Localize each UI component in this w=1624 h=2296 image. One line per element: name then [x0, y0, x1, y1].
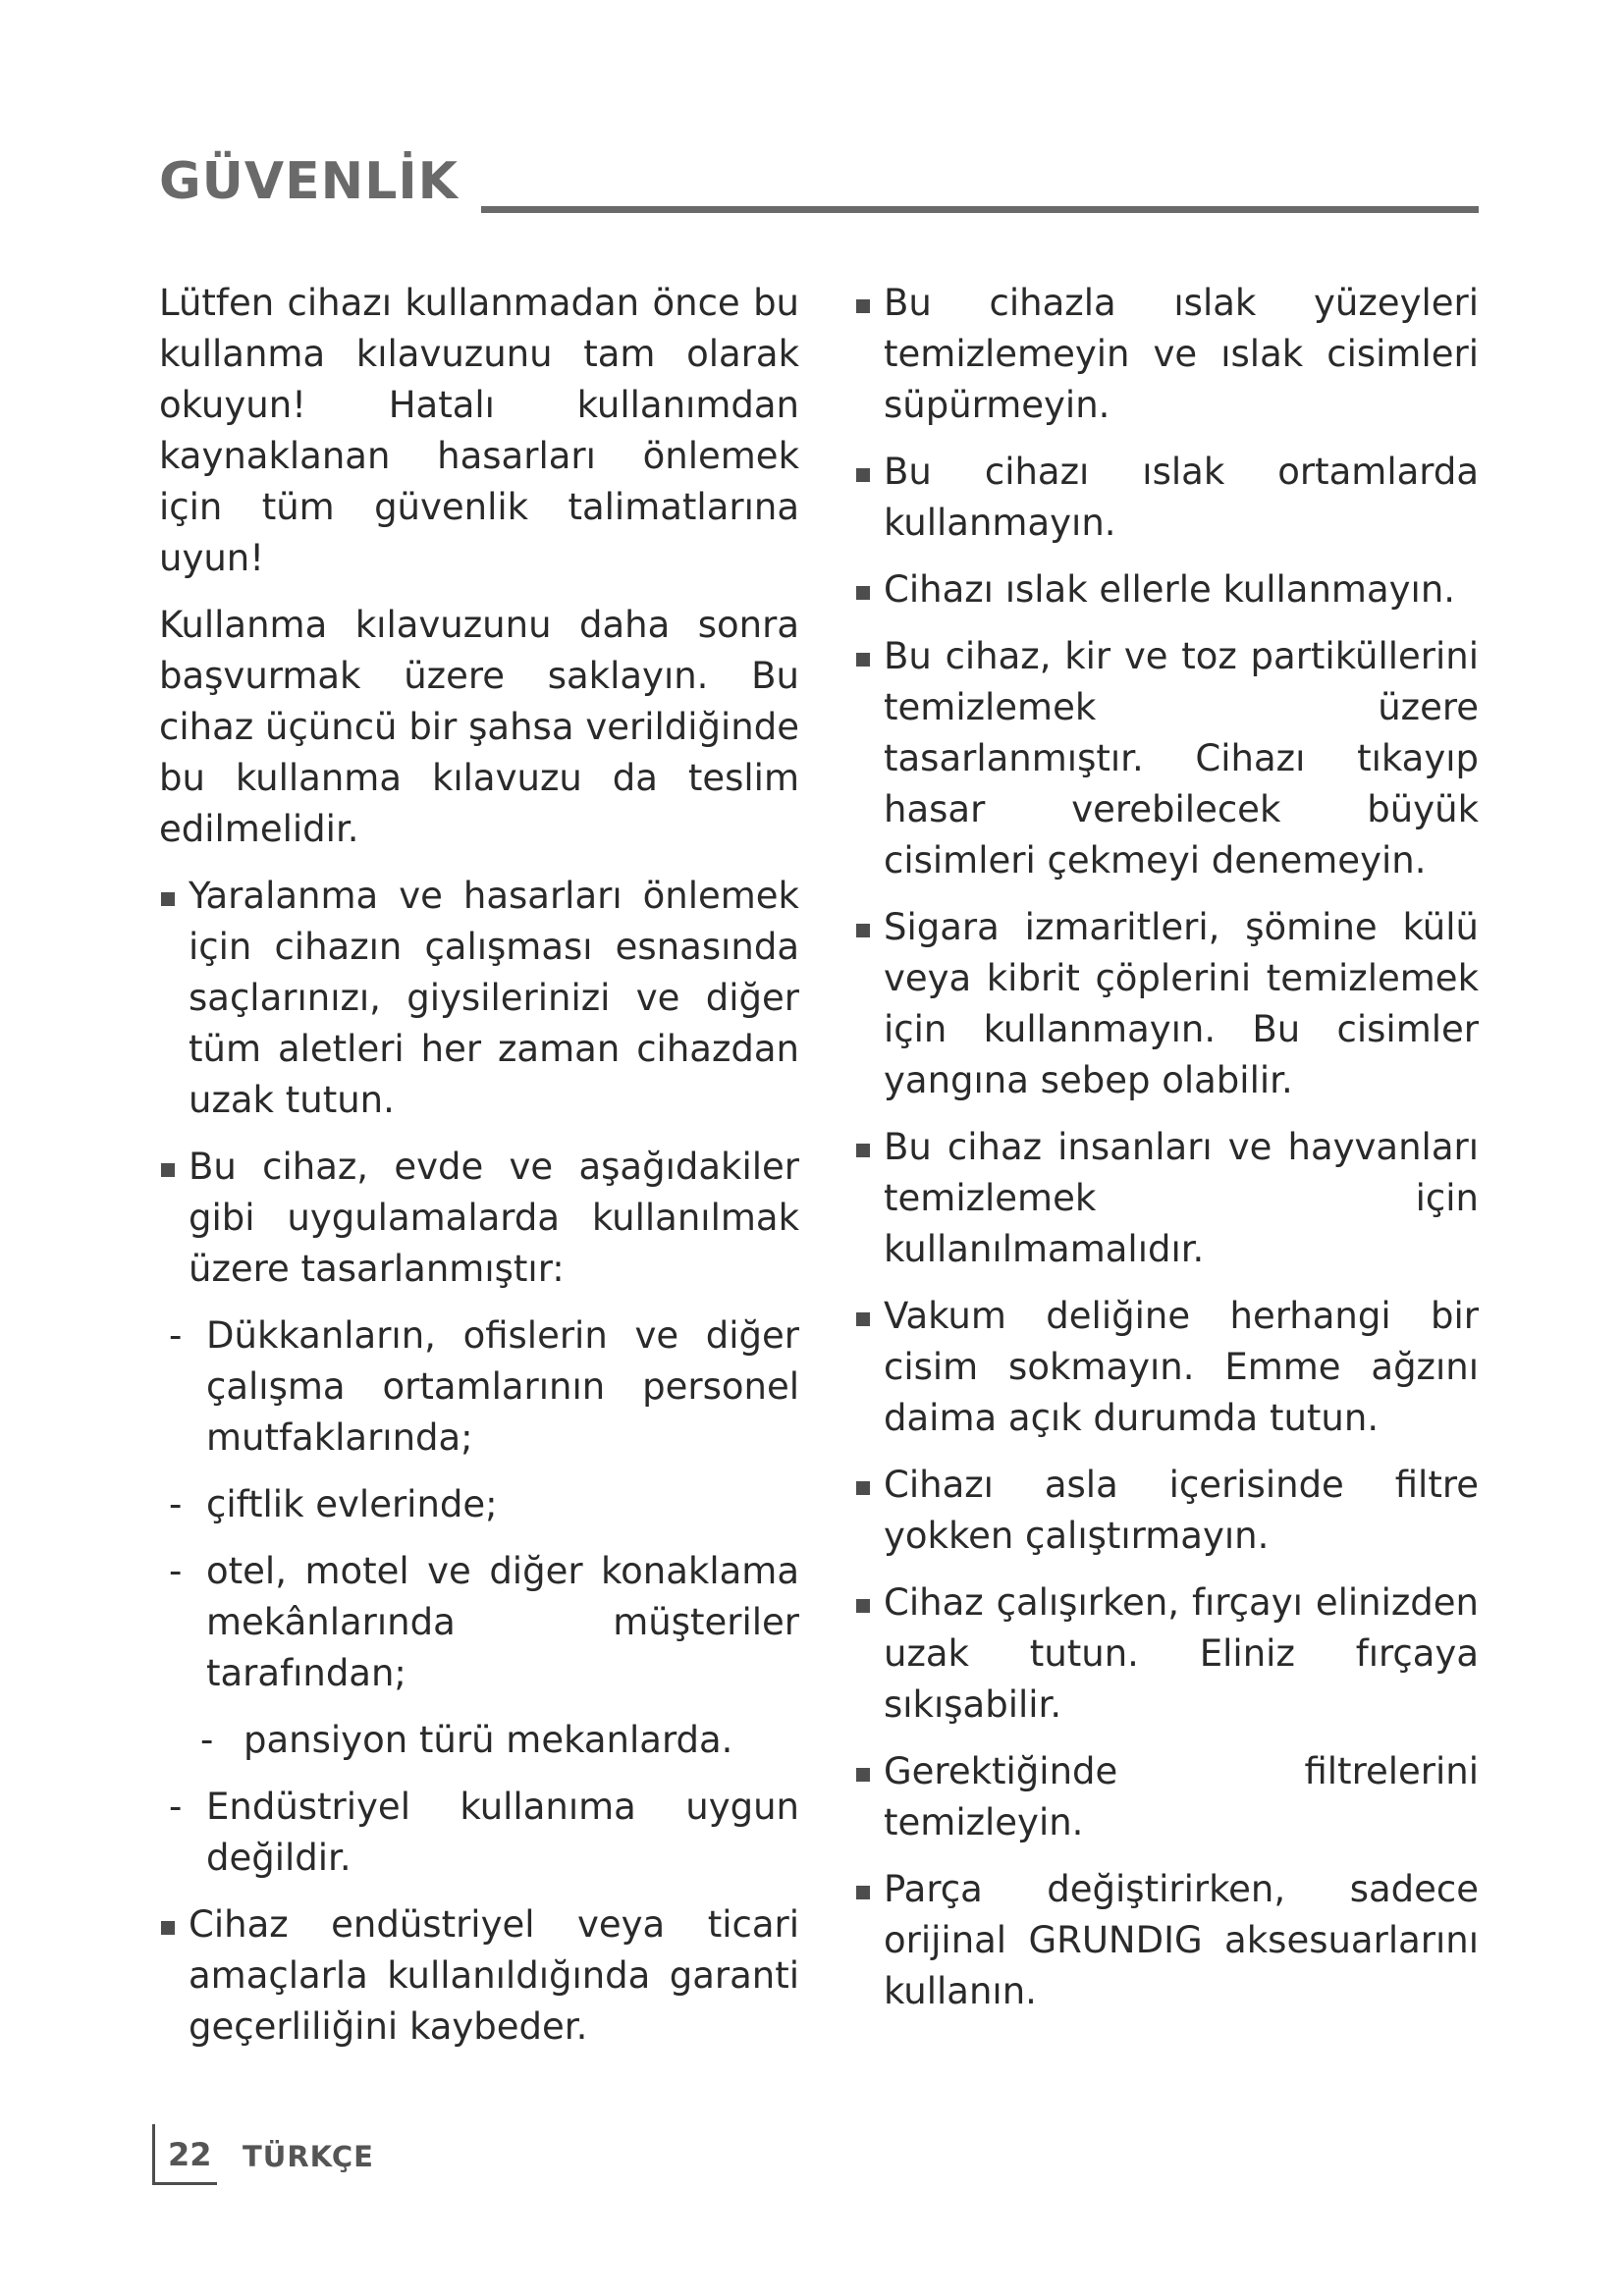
list-item-text: Yaralanma ve hasarları önlemek için cihazın çalışması esnasında saçlarınızı, giysilerinizi ve diğer tüm aletleri her zaman cihazdan uzak tutun.	[189, 875, 799, 1121]
sub-item-text: pansiyon türü mekanlarda.	[244, 1719, 733, 1761]
sub-list-item	[159, 1782, 799, 1884]
square-bullet-icon	[856, 1599, 870, 1613]
page-header	[159, 147, 1479, 216]
dash-bullet-icon: -	[169, 1786, 183, 1828]
sub-item-text: Endüstriyel kullanıma uygun değildir.	[206, 1786, 799, 1879]
dash-bullet-icon: -	[169, 1550, 183, 1592]
sub-list-item	[159, 1479, 799, 1530]
square-bullet-icon	[161, 1163, 175, 1177]
left-column	[159, 278, 799, 2068]
footer-language: TÜRKÇE	[243, 2140, 374, 2173]
list-item-text: Sigara izmaritleri, şömine külü veya kibrit çöplerini temizlemek için kullanmayın. Bu cisimler yangına sebep olabilir.	[884, 906, 1479, 1101]
list-item-text: Cihazı asla içerisinde filtre yokken çalıştırmayın.	[884, 1464, 1479, 1557]
dash-bullet-icon: -	[169, 1483, 183, 1525]
right-column	[854, 278, 1479, 2033]
list-item-text: Gerektiğinde filtrelerini temizleyin.	[884, 1750, 1479, 1843]
list-item	[854, 278, 1479, 431]
list-item	[854, 1122, 1479, 1275]
list-item	[854, 1746, 1479, 1848]
list-item	[159, 871, 799, 1126]
list-item	[854, 902, 1479, 1106]
right-bullet-list	[854, 278, 1479, 2017]
list-item-text: Parça değiştirirken, sadece orijinal GRUNDIG aksesuarlarını kullanın.	[884, 1868, 1479, 2012]
list-item-text: Cihaz endüstriyel veya ticari amaçlarla kullanıldığında garanti geçerliliğini kaybeder.	[189, 1903, 799, 2048]
square-bullet-icon	[856, 1144, 870, 1157]
list-item-text: Bu cihaz, evde ve aşağıdakiler gibi uygulamalarda kullanılmak üzere tasarlanmıştır:	[189, 1146, 799, 1290]
square-bullet-icon	[856, 653, 870, 667]
sub-item-text: otel, motel ve diğer konaklama mekânlarında müşteriler tarafından;	[206, 1550, 799, 1694]
list-item-text: Vakum deliğine herhangi bir cisim sokmayın. Emme ağzını daima açık durumda tutun.	[884, 1295, 1479, 1439]
page-number: 22	[168, 2136, 212, 2173]
title-rule	[481, 206, 1479, 213]
list-item-text: Bu cihaz, kir ve toz partiküllerini temizlemek üzere tasarlanmıştır. Cihazı tıkayıp hasar verebilecek büyük cisimleri çekmeyi denemeyin.	[884, 635, 1479, 881]
list-item	[854, 447, 1479, 549]
list-item-text: Cihazı ıslak ellerle kullanmayın.	[884, 568, 1456, 611]
list-item	[159, 1899, 799, 2053]
list-item	[854, 631, 1479, 886]
square-bullet-icon	[161, 1921, 175, 1935]
list-item-text: Bu cihazı ıslak ortamlarda kullanmayın.	[884, 451, 1479, 544]
left-bullet-list	[159, 871, 799, 2053]
list-item	[854, 1864, 1479, 2017]
sub-list-item	[159, 1546, 799, 1699]
intro-paragraph: Lütfen cihazı kullanmadan önce bu kullanma kılavuzunu tam olarak okuyun! Hatalı kullanımdan kaynaklanan hasarları önlemek için tüm güvenlik talimatlarına uyun!	[159, 282, 799, 579]
list-item-text: Cihaz çalışırken, fırçayı elinizden uzak tutun. Eliniz fırçaya sıkışabilir.	[884, 1581, 1479, 1726]
square-bullet-icon	[161, 892, 175, 906]
sub-item-text: Dükkanların, ofislerin ve diğer çalışma ortamlarının personel mutfaklarında;	[206, 1314, 799, 1459]
footer-bracket-horizontal	[152, 2182, 217, 2185]
list-item	[854, 1577, 1479, 1731]
sub-item-text: çiftlik evlerinde;	[206, 1483, 498, 1525]
footer-bracket-vertical	[152, 2124, 155, 2183]
page-title: GÜVENLİK	[159, 152, 459, 211]
square-bullet-icon	[856, 1312, 870, 1326]
list-item	[854, 1460, 1479, 1562]
square-bullet-icon	[856, 1481, 870, 1495]
list-item	[854, 564, 1479, 615]
list-item-text: Bu cihaz insanları ve hayvanları temizlemek için kullanılmamalıdır.	[884, 1126, 1479, 1270]
dash-bullet-icon: -	[200, 1719, 214, 1761]
list-item	[854, 1291, 1479, 1444]
dash-bullet-icon: -	[169, 1314, 183, 1357]
list-item	[159, 1142, 799, 1295]
sub-list-item	[159, 1715, 799, 1766]
square-bullet-icon	[856, 924, 870, 937]
storage-paragraph: Kullanma kılavuzunu daha sonra başvurmak üzere saklayın. Bu cihaz üçüncü bir şahsa verildiğinde bu kullanma kılavuzu da teslim edilmelidir.	[159, 604, 799, 850]
square-bullet-icon	[856, 1768, 870, 1782]
square-bullet-icon	[856, 1886, 870, 1899]
sub-list-item	[159, 1310, 799, 1464]
square-bullet-icon	[856, 586, 870, 600]
page-footer	[152, 2124, 447, 2185]
square-bullet-icon	[856, 299, 870, 313]
square-bullet-icon	[856, 468, 870, 482]
list-item-text: Bu cihazla ıslak yüzeyleri temizlemeyin ve ıslak cisimleri süpürmeyin.	[884, 282, 1479, 426]
